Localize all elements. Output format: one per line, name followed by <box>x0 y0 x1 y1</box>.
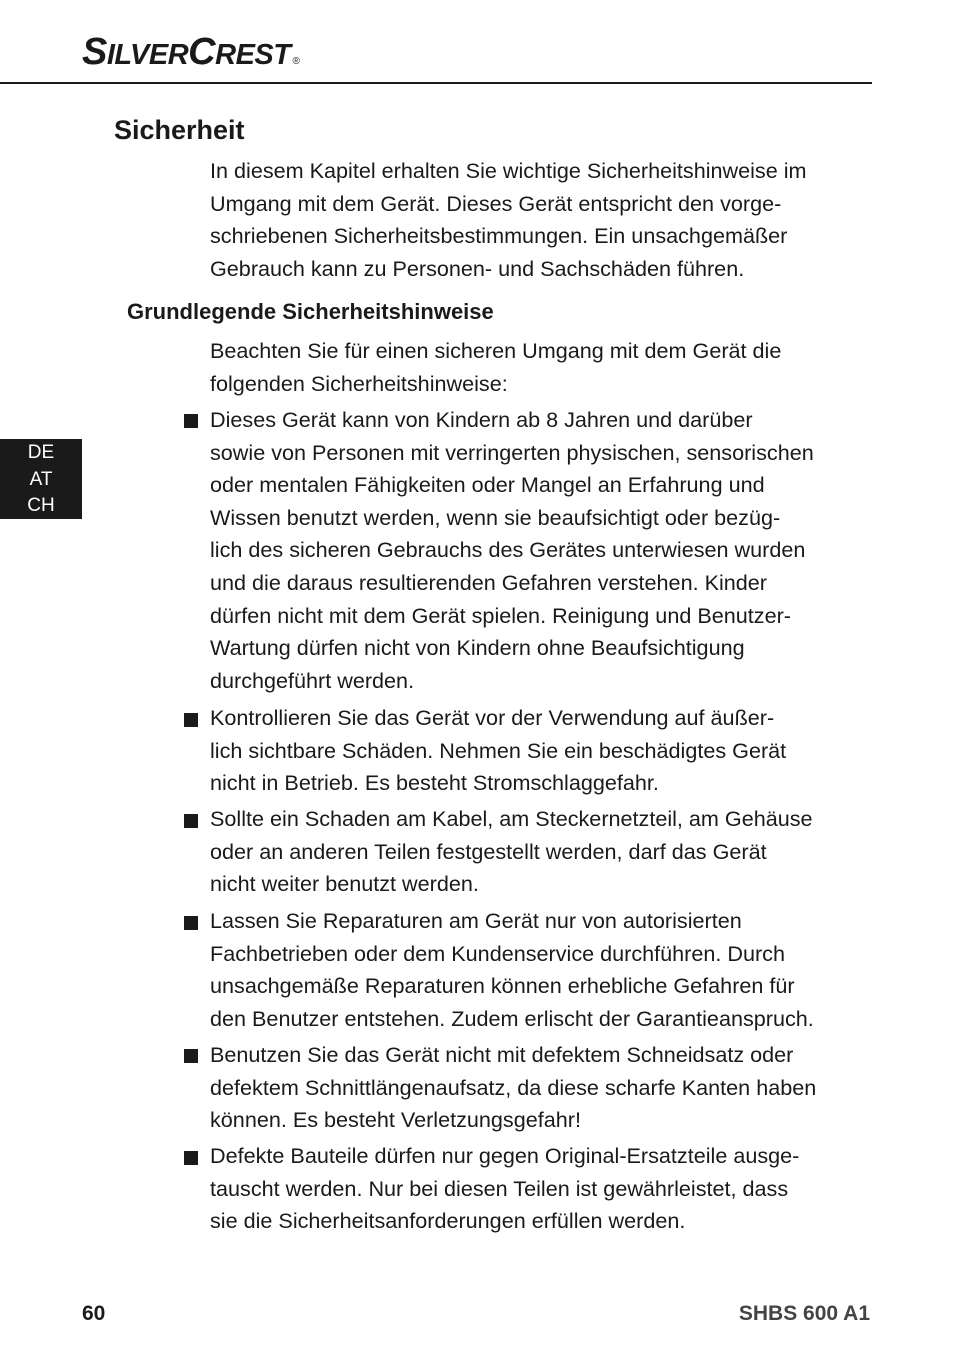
page-number: 60 <box>82 1302 106 1325</box>
list-item: Kontrollieren Sie das Gerät vor der Verwendung auf äußer- lich sichtbare Schäden. Nehmen Sie ein beschädigtes Gerät nicht in Betrieb. Es besteht Stromschlaggefahr. <box>210 705 787 796</box>
section-title: Sicherheit <box>114 115 245 145</box>
subsection-title: Grundlegende Sicherheitshinweise <box>127 299 494 324</box>
list-item: Defekte Bauteile dürfen nur gegen Original-Ersatzteile ausge- tauscht werden. Nur bei diesen Teilen ist gewährleistet, dass sie die Sicherheitsanforderungen erfüllen werden. <box>210 1143 800 1234</box>
bullet-square-icon <box>184 814 198 828</box>
language-tab <box>0 439 82 519</box>
list-item: Lassen Sie Reparaturen am Gerät nur von autorisierten Fachbetrieben oder dem Kundenservice durchführen. Durch unsachgemäße Reparaturen können erhebliche Gefahren für den Benutzer entstehen. Zudem erlischt der Garantieanspruch. <box>210 908 814 1031</box>
list-item: Dieses Gerät kann von Kindern ab 8 Jahren und darüber sowie von Personen mit verringerten physischen, sensorischen oder mentalen Fähigkeiten oder Mangel an Erfahrung und Wissen benutzt werden, wenn sie beaufsichtigt oder bezüg- lich des sicheren Gebrauchs des Gerätes unterwiesen wurden und die daraus resultierenden Gefahren verstehen. Kinder dürfen nicht mit dem Gerät spielen. Reinigung und Benutzer- Wartung dürfen nicht von Kindern ohne Beaufsichtigung durchgeführt werden. <box>210 407 814 693</box>
list-item: Sollte ein Schaden am Kabel, am Steckernetzteil, am Gehäuse oder an anderen Teilen festgestellt werden, darf das Gerät nicht weiter benutzt werden. <box>210 806 813 897</box>
bullet-square-icon <box>184 414 198 428</box>
brand-logo: SILVERCREST ® <box>82 31 300 73</box>
language-ch: CH <box>27 495 55 516</box>
bullet-square-icon <box>184 713 198 727</box>
header-rule <box>0 82 872 84</box>
bullet-square-icon <box>184 916 198 930</box>
model-number: SHBS 600 A1 <box>738 1302 870 1325</box>
bullet-square-icon <box>184 1151 198 1165</box>
section-intro: In diesem Kapitel erhalten Sie wichtige Sicherheitshinweise im Umgang mit dem Gerät. Dieses Gerät entspricht den vorge- schriebenen Sicherheitsbestimmungen. Ein unsachgemäßer Gebrauch kann zu Personen- und Sachschäden führen. <box>210 158 807 281</box>
language-de: DE <box>27 442 55 463</box>
language-at: AT <box>29 468 53 490</box>
bullet-square-icon <box>184 1049 198 1063</box>
subsection-intro: Beachten Sie für einen sicheren Umgang mit dem Gerät die folgenden Sicherheitshinweise: <box>210 338 782 396</box>
list-item: Benutzen Sie das Gerät nicht mit defektem Schneidsatz oder defektem Schnittlängenaufsatz, da diese scharfe Kanten haben können. Es besteht Verletzungsgefahr! <box>210 1042 817 1133</box>
